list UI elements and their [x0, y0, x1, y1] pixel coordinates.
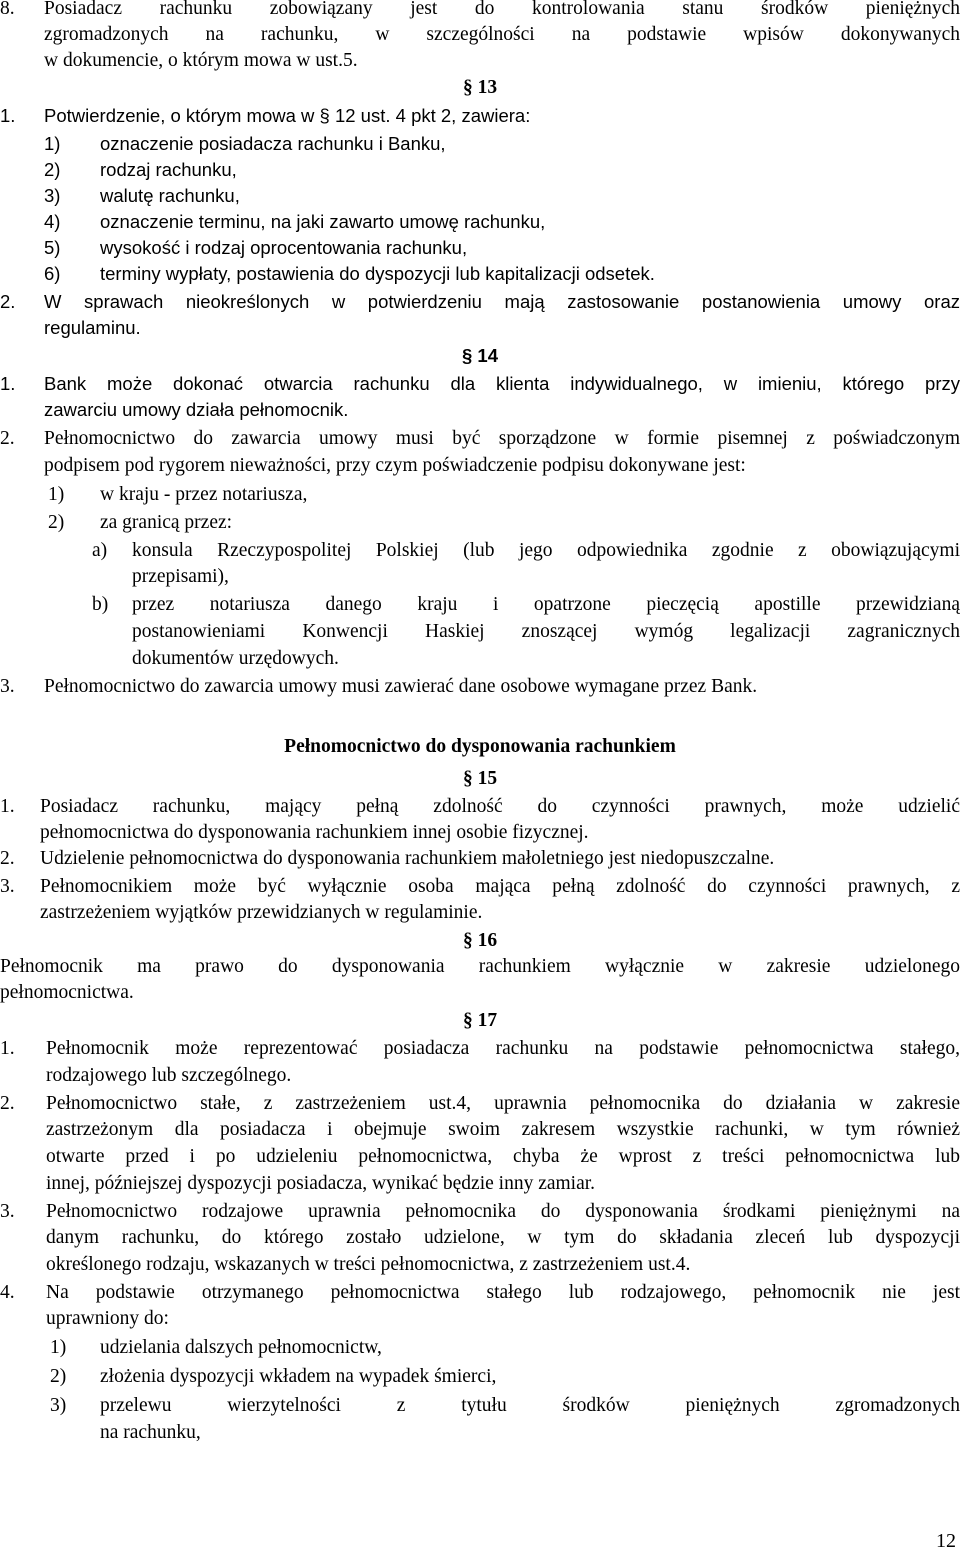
- s17-item2-text-line2: zastrzeżonym dla posiadacza i obejmuje swoim zakresem wszystkie rachunki, w tym również: [46, 1119, 960, 1140]
- s17-item3-text-line1: Pełnomocnictwo rodzajowe uprawnia pełnomocnika do dysponowania środkami pieniężnymi na: [46, 1201, 960, 1222]
- s13-sub5-text: wysokość i rodzaj oprocentowania rachunku,: [100, 237, 468, 258]
- s14-item2-text-line1: Pełnomocnictwo do zawarcia umowy musi być sporządzone w formie pisemnej z poświadczonym: [44, 428, 960, 449]
- s14-sub-a-number: a): [92, 540, 108, 561]
- s17-item3-number: 3.: [0, 1201, 15, 1222]
- s17-item4-text-line2: uprawniony do:: [46, 1308, 169, 1329]
- s17-sub1-number: 1): [50, 1337, 67, 1358]
- s17-item2-text-line1: Pełnomocnictwo stałe, z zastrzeżeniem ust.4, uprawnia pełnomocnika do działania w zakresie: [46, 1093, 960, 1114]
- s13-item2-text-line1: W sprawach nieokreślonych w potwierdzeniu mają zastosowanie postanowienia umowy oraz: [44, 291, 960, 312]
- s17-item1-text-line2: rodzajowego lub szczególnego.: [46, 1065, 292, 1086]
- s17-item1-number: 1.: [0, 1038, 15, 1059]
- s14-sub-a-text-line2: przepisami),: [132, 566, 229, 587]
- s13-sub1-text: oznaczenie posiadacza rachunku i Banku,: [100, 133, 446, 154]
- s14-sub2-number: 2): [48, 512, 65, 533]
- s12-item8-number: 8.: [0, 0, 15, 19]
- s15-item3-number: 3.: [0, 876, 15, 897]
- s17-sub3-text-line2: na rachunku,: [100, 1422, 201, 1443]
- section-title: Pełnomocnictwo do dysponowania rachunkiem: [284, 736, 676, 757]
- s13-item1-text: Potwierdzenie, o którym mowa w § 12 ust. 4 pkt 2, zawiera:: [44, 105, 531, 126]
- page-number: 12: [936, 1530, 956, 1552]
- s17-sub1-text: udzielania dalszych pełnomocnictw,: [100, 1337, 382, 1358]
- s17-item2-text-line4: innej, późniejszej dyspozycji posiadacza, wynikać będzie inny zamiar.: [46, 1173, 596, 1194]
- section-15-heading: § 15: [462, 768, 498, 789]
- s16-line2: pełnomocnictwa.: [0, 982, 134, 1003]
- s14-item1-text-line2: zawarciu umowy działa pełnomocnik.: [44, 399, 349, 420]
- s14-item1-number: 1.: [0, 373, 16, 394]
- s14-sub1-text: w kraju - przez notariusza,: [100, 484, 308, 505]
- s17-item4-text-line1: Na podstawie otrzymanego pełnomocnictwa stałego lub rodzajowego, pełnomocnik nie jest: [46, 1282, 960, 1303]
- s13-sub5-number: 5): [44, 237, 61, 258]
- section-16-heading: § 16: [462, 930, 498, 951]
- s14-sub2-text: za granicą przez:: [100, 512, 233, 533]
- s17-sub3-number: 3): [50, 1395, 67, 1416]
- s15-item3-text-line1: Pełnomocnikiem może być wyłącznie osoba mająca pełną zdolność do czynności prawnych, z: [40, 876, 960, 897]
- s13-item2-number: 2.: [0, 291, 16, 312]
- s17-item3-text-line2: danym rachunku, do którego zostało udzielone, w tym do składania zleceń lub dyspozycji: [46, 1227, 960, 1248]
- s13-item2-text-line2: regulaminu.: [44, 317, 141, 338]
- s13-sub3-text: walutę rachunku,: [100, 185, 240, 206]
- s13-sub4-number: 4): [44, 211, 61, 232]
- section-17-heading: § 17: [462, 1010, 498, 1031]
- section-14-heading: § 14: [461, 345, 498, 366]
- s17-item2-number: 2.: [0, 1093, 15, 1114]
- s14-item3-number: 3.: [0, 676, 15, 697]
- s17-item1-text-line1: Pełnomocnik może reprezentować posiadacza rachunku na podstawie pełnomocnictwa stałego,: [46, 1038, 960, 1059]
- s14-item3-text: Pełnomocnictwo do zawarcia umowy musi zawierać dane osobowe wymagane przez Bank.: [44, 676, 758, 697]
- s17-item2-text-line3: otwarte przed i po udzieleniu pełnomocnictwa, chyba że wprost z treści pełnomocnictwa lub: [46, 1146, 960, 1167]
- s15-item2-text: Udzielenie pełnomocnictwa do dysponowania rachunkiem małoletniego jest niedopuszczalne.: [40, 848, 775, 869]
- s15-item1-text-line1: Posiadacz rachunku, mający pełną zdolność do czynności prawnych, może udzielić: [40, 796, 960, 817]
- s16-line1: Pełnomocnik ma prawo do dysponowania rachunkiem wyłącznie w zakresie udzielonego: [0, 956, 960, 977]
- s14-sub1-number: 1): [48, 484, 65, 505]
- s14-item2-number: 2.: [0, 428, 15, 449]
- s14-item2-text-line2: podpisem pod rygorem nieważności, przy czym poświadczenie podpisu dokonywane jest:: [44, 455, 746, 476]
- s12-item8-text-line1: Posiadacz rachunku zobowiązany jest do kontrolowania stanu środków pieniężnych: [44, 0, 960, 19]
- s17-item4-number: 4.: [0, 1282, 15, 1303]
- s13-sub4-text: oznaczenie terminu, na jaki zawarto umowę rachunku,: [100, 211, 546, 232]
- s17-sub2-text: złożenia dyspozycji wkładem na wypadek śmierci,: [100, 1366, 497, 1387]
- s13-sub3-number: 3): [44, 185, 61, 206]
- s13-sub6-text: terminy wypłaty, postawienia do dyspozycji lub kapitalizacji odsetek.: [100, 263, 655, 284]
- section-13-heading: § 13: [462, 77, 498, 98]
- s13-sub2-text: rodzaj rachunku,: [100, 159, 237, 180]
- s14-sub-b-text-line2: postanowieniami Konwencji Haskiej znoszącej wymóg legalizacji zagranicznych: [132, 621, 960, 642]
- s14-sub-b-number: b): [92, 594, 109, 615]
- s14-sub-b-text-line3: dokumentów urzędowych.: [132, 648, 339, 669]
- s15-item3-text-line2: zastrzeżeniem wyjątków przewidzianych w regulaminie.: [40, 902, 483, 923]
- s15-item2-number: 2.: [0, 848, 15, 869]
- s12-item8-text-line3: w dokumencie, o którym mowa w ust.5.: [44, 50, 358, 71]
- s15-item1-number: 1.: [0, 796, 15, 817]
- s14-item1-text-line1: Bank może dokonać otwarcia rachunku dla klienta indywidualnego, w imieniu, którego przy: [44, 373, 960, 394]
- s14-sub-a-text-line1: konsula Rzeczypospolitej Polskiej (lub jego odpowiednika zgodnie z obowiązującymi: [132, 540, 960, 561]
- s17-item3-text-line3: określonego rodzaju, wskazanych w treści pełnomocnictwa, z zastrzeżeniem ust.4.: [46, 1254, 691, 1275]
- s12-item8-text-line2: zgromadzonych na rachunku, w szczególności na podstawie wpisów dokonywanych: [44, 24, 960, 45]
- s13-sub1-number: 1): [44, 133, 61, 154]
- s13-sub2-number: 2): [44, 159, 61, 180]
- s17-sub3-text-line1: przelewu wierzytelności z tytułu środków pieniężnych zgromadzonych: [100, 1395, 960, 1416]
- s13-sub6-number: 6): [44, 263, 61, 284]
- s14-sub-b-text-line1: przez notariusza danego kraju i opatrzone pieczęcią apostille przewidzianą: [132, 594, 960, 615]
- s15-item1-text-line2: pełnomocnictwa do dysponowania rachunkiem innej osobie fizycznej.: [40, 822, 589, 843]
- s17-sub2-number: 2): [50, 1366, 67, 1387]
- s13-item1-number: 1.: [0, 105, 16, 126]
